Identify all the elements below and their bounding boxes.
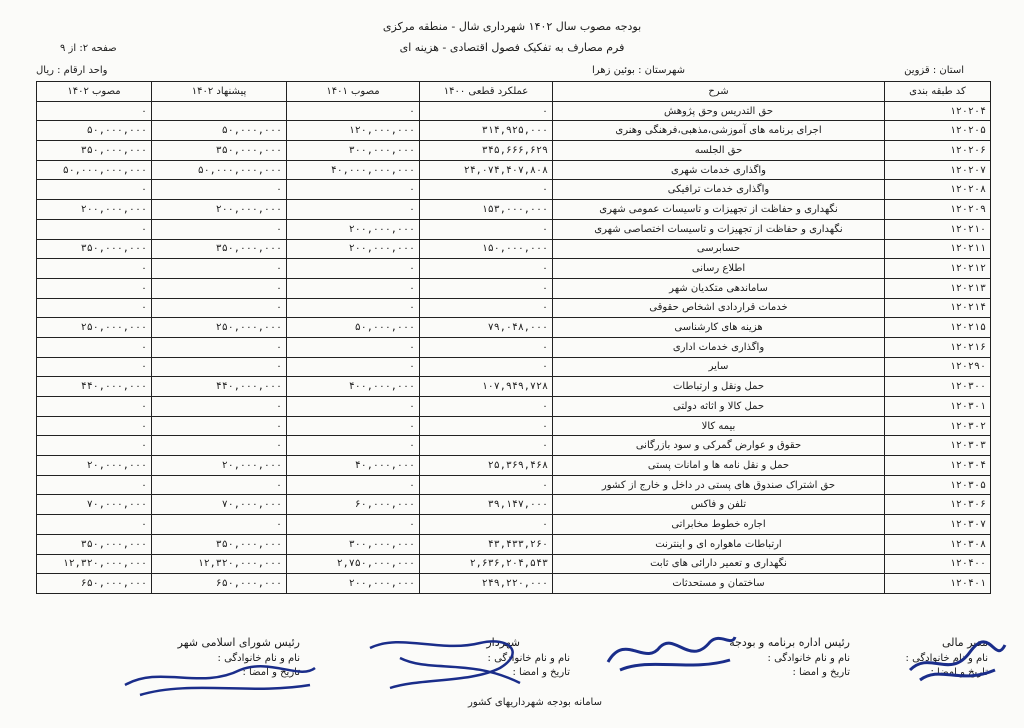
cell-actual1400: ۳۴۵,۶۶۶,۶۲۹ <box>420 141 553 161</box>
cell-approved1401: ۳۰۰,۰۰۰,۰۰۰ <box>287 534 420 554</box>
cell-actual1400: ۰ <box>420 278 553 298</box>
cell-code: ۱۲۰۲۰۷ <box>885 160 991 180</box>
cell-desc: نگهداری و حفاظت از تجهیزات و تاسیسات اختصاصی شهری <box>553 219 885 239</box>
cell-approved1401: ۲,۷۵۰,۰۰۰,۰۰۰ <box>287 554 420 574</box>
cell-code: ۱۲۰۲۱۱ <box>885 239 991 259</box>
cell-approved1402: ۱۲,۳۲۰,۰۰۰,۰۰۰ <box>37 554 152 574</box>
cell-actual1400: ۲۴۹,۲۲۰,۰۰۰ <box>420 574 553 594</box>
table-row <box>37 141 991 161</box>
cell-approved1402: ۷۰,۰۰۰,۰۰۰ <box>37 495 152 515</box>
cell-desc: اجرای برنامه های آموزشی،مذهبی،فرهنگی وهنری <box>553 121 885 141</box>
cell-proposed1402: ۷۰,۰۰۰,۰۰۰ <box>152 495 287 515</box>
cell-code: ۱۲۰۲۰۹ <box>885 200 991 220</box>
cell-approved1401: ۰ <box>287 200 420 220</box>
cell-code: ۱۲۰۲۱۶ <box>885 337 991 357</box>
cell-code: ۱۲۰۲۰۶ <box>885 141 991 161</box>
table-row <box>37 180 991 200</box>
cell-approved1401: ۰ <box>287 515 420 535</box>
cell-approved1401: ۰ <box>287 475 420 495</box>
table-row <box>37 121 991 141</box>
cell-actual1400: ۳۹,۱۴۷,۰۰۰ <box>420 495 553 515</box>
cell-desc: نگهداری و تعمیر دارائی های ثابت <box>553 554 885 574</box>
cell-approved1402: ۰ <box>37 397 152 417</box>
cell-code: ۱۲۰۲۱۴ <box>885 298 991 318</box>
cell-desc: واگذاری خدمات اداری <box>553 337 885 357</box>
cell-approved1402: ۳۵۰,۰۰۰,۰۰۰ <box>37 239 152 259</box>
cell-code: ۱۲۰۲۱۲ <box>885 259 991 279</box>
cell-desc: حق التدریس وحق پژوهش <box>553 101 885 121</box>
cell-code: ۱۲۰۲۰۸ <box>885 180 991 200</box>
signature-scribble-budget <box>600 622 740 677</box>
cell-actual1400: ۰ <box>420 337 553 357</box>
unit-label: واحد ارقام : ریال <box>36 65 108 76</box>
cell-approved1401: ۱۲۰,۰۰۰,۰۰۰ <box>287 121 420 141</box>
cell-desc: خدمات قراردادی اشخاص حقوقی <box>553 298 885 318</box>
cell-approved1401: ۰ <box>287 101 420 121</box>
cell-approved1401: ۰ <box>287 397 420 417</box>
cell-approved1401: ۴۰۰,۰۰۰,۰۰۰ <box>287 377 420 397</box>
cell-desc: بیمه کالا <box>553 416 885 436</box>
signature-date-line: تاریخ و امضا : <box>930 667 988 678</box>
signature-title: مدیر مالی <box>941 636 988 649</box>
cell-code: ۱۲۰۳۰۶ <box>885 495 991 515</box>
cell-actual1400: ۲۴,۰۷۴,۴۰۷,۸۰۸ <box>420 160 553 180</box>
cell-approved1401: ۴۰,۰۰۰,۰۰۰,۰۰۰ <box>287 160 420 180</box>
cell-proposed1402: ۵۰,۰۰۰,۰۰۰,۰۰۰ <box>152 160 287 180</box>
cell-actual1400: ۰ <box>420 298 553 318</box>
cell-code: ۱۲۰۳۰۰ <box>885 377 991 397</box>
cell-actual1400: ۰ <box>420 357 553 377</box>
signature-scribble-council <box>120 650 320 700</box>
signature-name-line: نام و نام خانوادگی : <box>767 653 850 664</box>
cell-approved1402: ۳۵۰,۰۰۰,۰۰۰ <box>37 141 152 161</box>
signature-name-line: نام و نام خانوادگی : <box>905 653 988 664</box>
cell-desc: ارتباطات ماهواره ای و اینترنت <box>553 534 885 554</box>
cell-approved1401: ۰ <box>287 337 420 357</box>
cell-code: ۱۲۰۲۱۳ <box>885 278 991 298</box>
table-row <box>37 475 991 495</box>
cell-proposed1402: ۰ <box>152 278 287 298</box>
cell-proposed1402: ۲۰۰,۰۰۰,۰۰۰ <box>152 200 287 220</box>
cell-code: ۱۲۰۳۰۷ <box>885 515 991 535</box>
cell-proposed1402: ۴۴۰,۰۰۰,۰۰۰ <box>152 377 287 397</box>
table-row <box>37 357 991 377</box>
cell-proposed1402: ۰ <box>152 475 287 495</box>
table-row <box>37 456 991 476</box>
table-row <box>37 416 991 436</box>
cell-approved1402: ۰ <box>37 259 152 279</box>
cell-approved1401: ۰ <box>287 180 420 200</box>
cell-desc: ساماندهی متکدیان شهر <box>553 278 885 298</box>
cell-desc: حمل کالا و اثاثه دولتی <box>553 397 885 417</box>
cell-proposed1402: ۰ <box>152 436 287 456</box>
cell-approved1402: ۲۰,۰۰۰,۰۰۰ <box>37 456 152 476</box>
cell-approved1402: ۰ <box>37 298 152 318</box>
cell-code: ۱۲۰۲۰۵ <box>885 121 991 141</box>
table-row <box>37 554 991 574</box>
table-row <box>37 337 991 357</box>
cell-approved1402: ۳۵۰,۰۰۰,۰۰۰ <box>37 534 152 554</box>
cell-code: ۱۲۰۴۰۰ <box>885 554 991 574</box>
cell-approved1401: ۶۰,۰۰۰,۰۰۰ <box>287 495 420 515</box>
cell-code: ۱۲۰۲۰۴ <box>885 101 991 121</box>
cell-code: ۱۲۰۳۰۴ <box>885 456 991 476</box>
cell-proposed1402: ۰ <box>152 180 287 200</box>
cell-actual1400: ۲,۶۳۶,۲۰۴,۵۴۳ <box>420 554 553 574</box>
cell-desc: حمل و نقل نامه ها و امانات پستی <box>553 456 885 476</box>
cell-approved1402: ۰ <box>37 436 152 456</box>
cell-approved1402: ۰ <box>37 515 152 535</box>
cell-actual1400: ۷۹,۰۴۸,۰۰۰ <box>420 318 553 338</box>
table-row <box>37 219 991 239</box>
cell-approved1401: ۰ <box>287 278 420 298</box>
cell-desc: حق اشتراک صندوق های پستی در داخل و خارج از کشور <box>553 475 885 495</box>
cell-actual1400: ۱۵۳,۰۰۰,۰۰۰ <box>420 200 553 220</box>
cell-proposed1402: ۶۵۰,۰۰۰,۰۰۰ <box>152 574 287 594</box>
table-row <box>37 436 991 456</box>
cell-desc: واگذاری خدمات ترافیکی <box>553 180 885 200</box>
table-row <box>37 515 991 535</box>
cell-code: ۱۲۰۲۹۰ <box>885 357 991 377</box>
signature-date-line: تاریخ و امضا : <box>792 667 850 678</box>
table-row <box>37 318 991 338</box>
table-row <box>37 101 991 121</box>
cell-approved1402: ۰ <box>37 337 152 357</box>
cell-actual1400: ۰ <box>420 416 553 436</box>
cell-proposed1402: ۵۰,۰۰۰,۰۰۰ <box>152 121 287 141</box>
table-header-row <box>37 82 991 102</box>
cell-proposed1402 <box>152 101 287 121</box>
cell-proposed1402: ۱۲,۳۲۰,۰۰۰,۰۰۰ <box>152 554 287 574</box>
cell-code: ۱۲۰۲۱۵ <box>885 318 991 338</box>
signature-scribble-mayor <box>360 628 530 698</box>
cell-approved1402: ۰ <box>37 416 152 436</box>
cell-code: ۱۲۰۳۰۲ <box>885 416 991 436</box>
cell-actual1400: ۰ <box>420 219 553 239</box>
signature-date-line: تاریخ و امضا : <box>512 667 570 678</box>
cell-desc: حق الجلسه <box>553 141 885 161</box>
cell-actual1400: ۰ <box>420 397 553 417</box>
cell-approved1401: ۲۰۰,۰۰۰,۰۰۰ <box>287 219 420 239</box>
table-row <box>37 259 991 279</box>
budget-table <box>36 81 991 594</box>
col-header-proposed1402: پیشنهاد ۱۴۰۲ <box>152 82 287 102</box>
cell-proposed1402: ۰ <box>152 357 287 377</box>
cell-proposed1402: ۳۵۰,۰۰۰,۰۰۰ <box>152 239 287 259</box>
cell-proposed1402: ۲۵۰,۰۰۰,۰۰۰ <box>152 318 287 338</box>
signature-name-line: نام و نام خانوادگی : <box>487 653 570 664</box>
cell-desc: حمل ونقل و ارتباطات <box>553 377 885 397</box>
cell-actual1400: ۱۰۷,۹۴۹,۷۲۸ <box>420 377 553 397</box>
cell-proposed1402: ۳۵۰,۰۰۰,۰۰۰ <box>152 141 287 161</box>
cell-code: ۱۲۰۳۰۵ <box>885 475 991 495</box>
signature-name-line: نام و نام خانوادگی : <box>217 653 300 664</box>
cell-approved1402: ۰ <box>37 101 152 121</box>
col-header-desc: شرح <box>553 82 885 102</box>
signature-title: شهردار <box>486 636 520 649</box>
signature-title: رئیس اداره برنامه و بودجه <box>729 636 850 649</box>
cell-desc: حسابرسی <box>553 239 885 259</box>
footer-system-name: سامانه بودجه شهرداریهای کشور <box>468 697 602 708</box>
col-header-code: کد طبقه بندی <box>885 82 991 102</box>
cell-proposed1402: ۰ <box>152 298 287 318</box>
table-row <box>37 534 991 554</box>
table-row <box>37 160 991 180</box>
col-header-approved1402: مصوب ۱۴۰۲ <box>37 82 152 102</box>
cell-approved1402: ۰ <box>37 357 152 377</box>
table-row <box>37 239 991 259</box>
cell-actual1400: ۱۵۰,۰۰۰,۰۰۰ <box>420 239 553 259</box>
cell-actual1400: ۰ <box>420 259 553 279</box>
col-header-actual1400: عملکرد قطعی ۱۴۰۰ <box>420 82 553 102</box>
cell-actual1400: ۰ <box>420 475 553 495</box>
cell-approved1401: ۲۰۰,۰۰۰,۰۰۰ <box>287 239 420 259</box>
cell-approved1402: ۲۰۰,۰۰۰,۰۰۰ <box>37 200 152 220</box>
cell-proposed1402: ۰ <box>152 219 287 239</box>
cell-proposed1402: ۳۵۰,۰۰۰,۰۰۰ <box>152 534 287 554</box>
table-row <box>37 298 991 318</box>
cell-actual1400: ۰ <box>420 180 553 200</box>
signature-date-line: تاریخ و امضا : <box>242 667 300 678</box>
cell-proposed1402: ۲۰,۰۰۰,۰۰۰ <box>152 456 287 476</box>
cell-code: ۱۲۰۴۰۱ <box>885 574 991 594</box>
signature-title: رئیس شورای اسلامی شهر <box>177 636 300 649</box>
table-row <box>37 574 991 594</box>
cell-approved1401: ۵۰,۰۰۰,۰۰۰ <box>287 318 420 338</box>
cell-desc: اجاره خطوط مخابراتی <box>553 515 885 535</box>
cell-approved1402: ۰ <box>37 475 152 495</box>
cell-approved1402: ۰ <box>37 278 152 298</box>
cell-desc: تلفن و فاکس <box>553 495 885 515</box>
cell-proposed1402: ۰ <box>152 337 287 357</box>
cell-approved1402: ۰ <box>37 219 152 239</box>
signature-scribble-finance <box>900 630 1010 690</box>
col-header-approved1401: مصوب ۱۴۰۱ <box>287 82 420 102</box>
cell-actual1400: ۳۱۴,۹۲۵,۰۰۰ <box>420 121 553 141</box>
cell-proposed1402: ۰ <box>152 416 287 436</box>
cell-approved1402: ۵۰,۰۰۰,۰۰۰,۰۰۰ <box>37 160 152 180</box>
cell-approved1402: ۴۴۰,۰۰۰,۰۰۰ <box>37 377 152 397</box>
cell-proposed1402: ۰ <box>152 259 287 279</box>
cell-approved1402: ۶۵۰,۰۰۰,۰۰۰ <box>37 574 152 594</box>
document-title: بودجه مصوب سال ۱۴۰۲ شهرداری شال - منطقه مرکزی <box>382 20 642 33</box>
cell-approved1401: ۲۰۰,۰۰۰,۰۰۰ <box>287 574 420 594</box>
cell-desc: سایر <box>553 357 885 377</box>
cell-code: ۱۲۰۳۰۳ <box>885 436 991 456</box>
cell-actual1400: ۲۵,۳۶۹,۴۶۸ <box>420 456 553 476</box>
table-row <box>37 200 991 220</box>
cell-desc: حقوق و عوارض گمرکی و سود بازرگانی <box>553 436 885 456</box>
province-label: استان : قزوین <box>904 65 964 76</box>
page-number: صفحه ۲: از ۹ <box>60 43 117 54</box>
cell-approved1402: ۲۵۰,۰۰۰,۰۰۰ <box>37 318 152 338</box>
cell-desc: ساختمان و مستحدثات <box>553 574 885 594</box>
cell-actual1400: ۰ <box>420 436 553 456</box>
cell-approved1401: ۴۰,۰۰۰,۰۰۰ <box>287 456 420 476</box>
city-label: شهرستان : بوئین زهرا <box>592 65 685 76</box>
cell-desc: واگذاری خدمات شهری <box>553 160 885 180</box>
table-row <box>37 377 991 397</box>
cell-approved1401: ۰ <box>287 436 420 456</box>
cell-approved1401: ۰ <box>287 259 420 279</box>
table-row <box>37 397 991 417</box>
cell-code: ۱۲۰۳۰۱ <box>885 397 991 417</box>
table-row <box>37 278 991 298</box>
cell-actual1400: ۴۳,۴۳۳,۲۶۰ <box>420 534 553 554</box>
cell-code: ۱۲۰۳۰۸ <box>885 534 991 554</box>
cell-code: ۱۲۰۲۱۰ <box>885 219 991 239</box>
cell-approved1401: ۰ <box>287 416 420 436</box>
cell-proposed1402: ۰ <box>152 515 287 535</box>
table-row <box>37 495 991 515</box>
cell-approved1401: ۳۰۰,۰۰۰,۰۰۰ <box>287 141 420 161</box>
cell-approved1401: ۰ <box>287 298 420 318</box>
cell-actual1400: ۰ <box>420 515 553 535</box>
cell-actual1400: ۰ <box>420 101 553 121</box>
cell-desc: اطلاع رسانی <box>553 259 885 279</box>
cell-proposed1402: ۰ <box>152 397 287 417</box>
cell-approved1402: ۵۰,۰۰۰,۰۰۰ <box>37 121 152 141</box>
document-subtitle: فرم مصارف به تفکیک فصول اقتصادی - هزینه ای <box>399 41 625 54</box>
cell-approved1401: ۰ <box>287 357 420 377</box>
cell-approved1402: ۰ <box>37 180 152 200</box>
cell-desc: نگهداری و حفاظت از تجهیزات و تاسیسات عمومی شهری <box>553 200 885 220</box>
title-block <box>0 20 1024 62</box>
cell-desc: هزینه های کارشناسی <box>553 318 885 338</box>
